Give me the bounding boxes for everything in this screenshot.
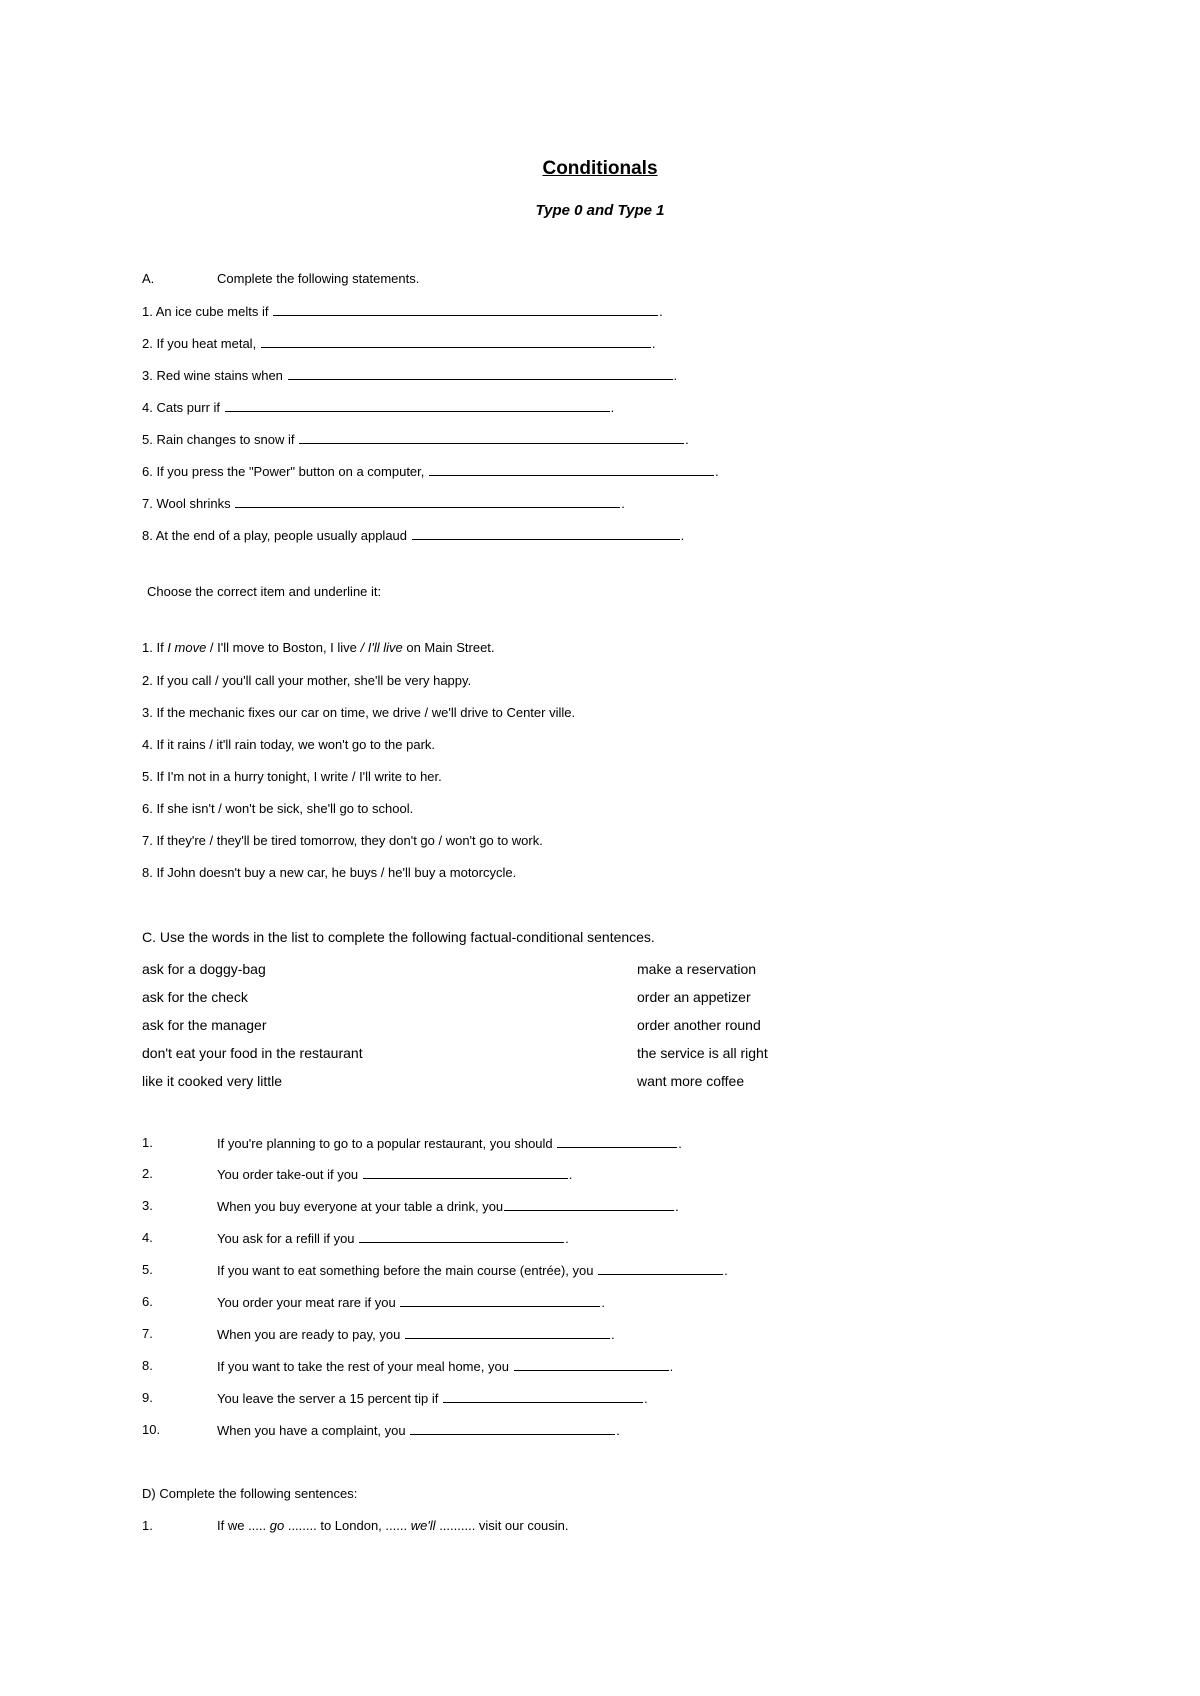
answer-blank[interactable] — [273, 303, 658, 316]
answer-blank[interactable] — [288, 367, 673, 380]
item-number: 1. — [142, 1135, 153, 1150]
answer-blank[interactable] — [514, 1358, 669, 1371]
word-list-item: ask for a doggy-bag — [142, 961, 266, 977]
answer-blank[interactable] — [359, 1230, 564, 1243]
answer-blank[interactable] — [429, 463, 714, 476]
section-a-item: 7. Wool shrinks . — [142, 496, 625, 511]
section-c-item: When you buy everyone at your table a drink, you . — [217, 1199, 679, 1214]
word-list-item: like it cooked very little — [142, 1073, 283, 1089]
word-list-item: make a reservation — [637, 961, 757, 977]
section-a-item: 2. If you heat metal, . — [142, 336, 656, 351]
answer-blank[interactable] — [443, 1390, 643, 1403]
section-a-letter: A. — [142, 271, 155, 286]
answer-blank[interactable] — [410, 1422, 615, 1435]
section-b-item: 4. If it rains / it'll rain today, we won't go to the park. — [142, 737, 436, 752]
section-c-item: You order take-out if you . — [217, 1167, 573, 1182]
section-b-item: 3. If the mechanic fixes our car on time, we drive / we'll drive to Center ville. — [142, 705, 576, 720]
page-subtitle: Type 0 and Type 1 — [535, 202, 665, 219]
section-b-item: 5. If I'm not in a hurry tonight, I write / I'll write to her. — [142, 769, 442, 784]
word-list-item: ask for the check — [142, 989, 248, 1005]
word-list-item: order another round — [637, 1017, 761, 1033]
section-c-item: When you are ready to pay, you . — [217, 1327, 615, 1342]
section-c-item: You ask for a refill if you . — [217, 1231, 569, 1246]
word-list-item: order an appetizer — [637, 989, 751, 1005]
section-a-item: 8. At the end of a play, people usually applaud . — [142, 528, 685, 543]
item-number: 9. — [142, 1390, 153, 1405]
item-number: 3. — [142, 1198, 153, 1213]
section-b-item: 8. If John doesn't buy a new car, he buys / he'll buy a motorcycle. — [142, 865, 517, 880]
section-c-item: You leave the server a 15 percent tip if . — [217, 1391, 648, 1406]
answer-blank[interactable] — [235, 495, 620, 508]
word-list-item: ask for the manager — [142, 1017, 267, 1033]
item-number: 4. — [142, 1230, 153, 1245]
answer-blank[interactable] — [363, 1166, 568, 1179]
section-a-instruction: Complete the following statements. — [217, 271, 420, 286]
section-a-item: 6. If you press the "Power" button on a computer, . — [142, 464, 719, 479]
answer-blank[interactable] — [400, 1294, 600, 1307]
section-c-item: If you're planning to go to a popular restaurant, you should . — [217, 1136, 682, 1151]
section-c-instruction: C. Use the words in the list to complete the following factual-conditional sentences. — [142, 929, 655, 945]
section-c-item: If you want to eat something before the main course (entrée), you . — [217, 1263, 728, 1278]
section-a-item: 5. Rain changes to snow if . — [142, 432, 689, 447]
answer-blank[interactable] — [504, 1198, 674, 1211]
answer-blank[interactable] — [261, 335, 651, 348]
item-number: 7. — [142, 1326, 153, 1341]
item-number: 10. — [142, 1422, 161, 1437]
item-number: 6. — [142, 1294, 153, 1309]
word-list-item: the service is all right — [637, 1045, 768, 1061]
section-c-item: You order your meat rare if you . — [217, 1295, 605, 1310]
section-b-instruction: Choose the correct item and underline it: — [147, 584, 382, 599]
answer-blank[interactable] — [405, 1326, 610, 1339]
item-number: 8. — [142, 1358, 153, 1373]
section-a-item: 3. Red wine stains when . — [142, 368, 678, 383]
answer-blank[interactable] — [557, 1135, 677, 1148]
answer-blank[interactable] — [598, 1262, 723, 1275]
item-number: 2. — [142, 1166, 153, 1181]
section-a-item: 4. Cats purr if . — [142, 400, 615, 415]
section-b-item: 7. If they're / they'll be tired tomorrow, they don't go / won't go to work. — [142, 833, 543, 848]
word-list-item: don't eat your food in the restaurant — [142, 1045, 363, 1061]
section-d-item: If we ..... go ........ to London, ...... we'll .......... visit our cousin. — [217, 1518, 569, 1533]
section-b-item: 2. If you call / you'll call your mother, she'll be very happy. — [142, 673, 472, 688]
answer-blank[interactable] — [299, 431, 684, 444]
section-b-item: 6. If she isn't / won't be sick, she'll go to school. — [142, 801, 414, 816]
section-b-item: 1. If I move / I'll move to Boston, I live / I'll live on Main Street. — [142, 640, 495, 655]
item-number: 5. — [142, 1262, 153, 1277]
item-number: 1. — [142, 1518, 153, 1533]
section-d-instruction: D) Complete the following sentences: — [142, 1486, 358, 1501]
answer-blank[interactable] — [225, 399, 610, 412]
answer-blank[interactable] — [412, 527, 680, 540]
page-title: Conditionals — [542, 158, 658, 179]
word-list-item: want more coffee — [637, 1073, 745, 1089]
section-c-item: When you have a complaint, you . — [217, 1423, 620, 1438]
section-a-item: 1. An ice cube melts if . — [142, 304, 663, 319]
section-c-item: If you want to take the rest of your meal home, you . — [217, 1359, 674, 1374]
